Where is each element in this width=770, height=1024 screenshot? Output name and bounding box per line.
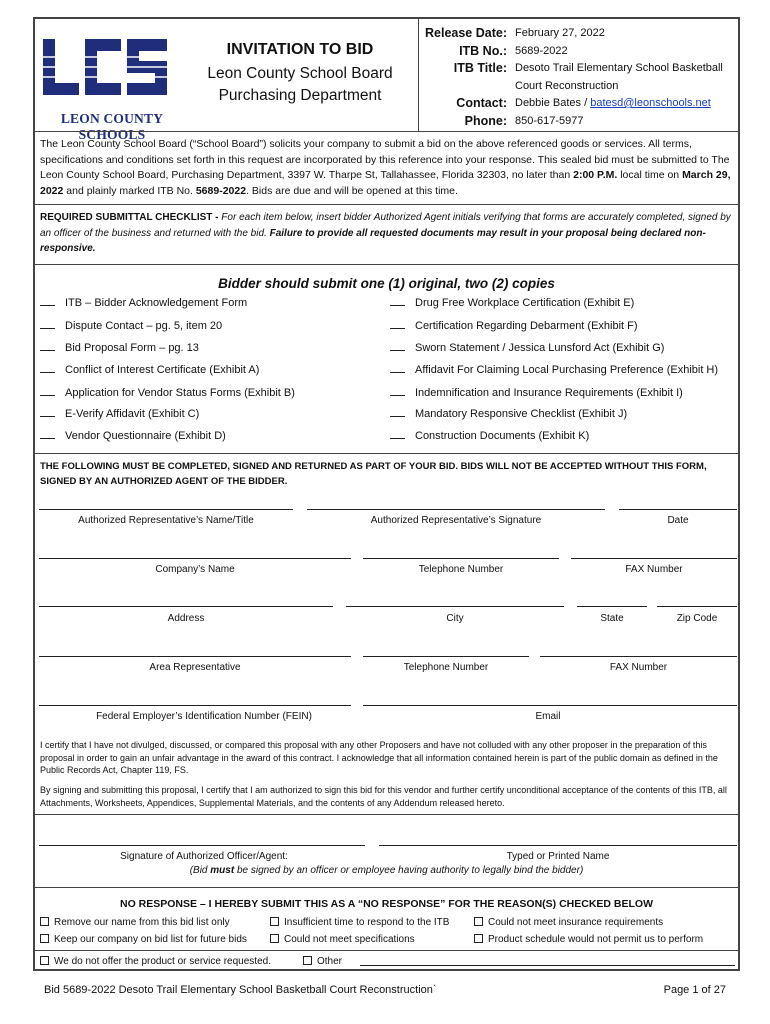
intro-itb-number: 5689-2022 xyxy=(195,184,247,197)
initials-blank[interactable] xyxy=(40,328,55,329)
itb-title-value-2: Court Reconstruction xyxy=(515,79,619,92)
signature-note: (Bid must be signed by an officer or employee having authority to legally bind the bidder) xyxy=(189,865,584,876)
city-line[interactable] xyxy=(346,606,564,607)
zip-line[interactable] xyxy=(657,606,737,607)
checklist-item-left[interactable]: Bid Proposal Form – pg. 13 xyxy=(40,342,199,354)
checklist-item-right[interactable]: Indemnification and Insurance Requirements (Exhibit I) xyxy=(390,387,683,399)
fax2-line[interactable] xyxy=(540,656,737,657)
checkbox-other[interactable]: Other xyxy=(303,956,342,967)
divider xyxy=(35,264,738,265)
initials-blank[interactable] xyxy=(40,372,55,373)
intro-text-4: . Bids are due and will be opened at this time. xyxy=(246,184,458,197)
checkbox[interactable] xyxy=(270,917,279,926)
itb-title-label: ITB Title: xyxy=(453,61,507,75)
telephone-line[interactable] xyxy=(363,558,559,559)
intro-paragraph xyxy=(40,137,735,199)
checkbox[interactable] xyxy=(474,934,483,943)
city-label: City xyxy=(446,613,464,624)
officer-signature-line[interactable] xyxy=(39,845,365,846)
initials-blank[interactable] xyxy=(390,372,405,373)
area-rep-line[interactable] xyxy=(39,656,351,657)
checkbox-insurance[interactable]: Could not meet insurance requirements xyxy=(474,917,663,928)
certification-text-2: By signing and submitting this proposal, I certify that I am authorized to sign this bid for this vendor and further certify unconditional acceptance of the contents of this ITB, all Attachments, Worksheets, Appendices, Supplemental Materials, and the contents of any Addendum released hereto. xyxy=(40,785,727,808)
intro-text-2: local time on xyxy=(617,169,683,181)
checklist-item-left[interactable]: Conflict of Interest Certificate (Exhibit A) xyxy=(40,364,259,376)
form-frame xyxy=(33,17,740,971)
initials-blank[interactable] xyxy=(390,395,405,396)
checklist-item-right[interactable]: Drug Free Workplace Certification (Exhibit E) xyxy=(390,297,634,309)
checkbox-product-schedule[interactable]: Product schedule would not permit us to perform xyxy=(474,934,703,945)
checkbox[interactable] xyxy=(474,917,483,926)
checklist-item-left[interactable]: Dispute Contact – pg. 5, item 20 xyxy=(40,320,222,332)
typed-name-label: Typed or Printed Name xyxy=(506,851,610,862)
fax-line[interactable] xyxy=(571,558,737,559)
header-labels xyxy=(419,25,507,130)
checklist-item-left[interactable]: ITB – Bidder Acknowledgement Form xyxy=(40,297,247,309)
telephone-label: Telephone Number xyxy=(418,564,504,575)
initials-blank[interactable] xyxy=(390,328,405,329)
divider xyxy=(35,887,738,888)
contact-email-link[interactable]: batesd@leonschools.net xyxy=(590,97,711,109)
typed-name-line[interactable] xyxy=(379,845,737,846)
contact-label: Contact: xyxy=(456,96,507,110)
intro-deadline-time: 2:00 P.M. xyxy=(573,169,618,181)
intro-text-3: and plainly marked ITB No. xyxy=(63,184,196,197)
header-values xyxy=(515,25,737,130)
org-line2: Purchasing Department xyxy=(218,87,382,104)
divider xyxy=(35,453,738,454)
initials-blank[interactable] xyxy=(40,395,55,396)
release-date-label: Release Date: xyxy=(425,26,507,40)
header-title-block xyxy=(185,41,415,107)
divider xyxy=(35,814,738,815)
header-left xyxy=(35,19,418,142)
contact-value xyxy=(515,95,737,113)
initials-blank[interactable] xyxy=(40,350,55,351)
checklist-item-right[interactable]: Certification Regarding Debarment (Exhibit F) xyxy=(390,320,638,332)
company-line[interactable] xyxy=(39,558,351,559)
release-date-value: February 27, 2022 xyxy=(515,27,605,39)
checklist-instructions xyxy=(40,210,735,257)
itb-title-value-1: Desoto Trail Elementary School Basketball xyxy=(515,62,723,74)
checklist-item-left[interactable]: Vendor Questionnaire (Exhibit D) xyxy=(40,430,226,442)
rep-signature-line[interactable] xyxy=(307,509,605,510)
company-label: Company’s Name xyxy=(155,564,235,575)
checkbox[interactable] xyxy=(303,956,312,965)
initials-blank[interactable] xyxy=(40,305,55,306)
itb-no-value: 5689-2022 xyxy=(515,44,568,57)
lcs-logo-graphic xyxy=(41,37,183,99)
org-line1: Leon County School Board xyxy=(207,65,393,82)
fax2-label: FAX Number xyxy=(609,662,668,673)
state-label: State xyxy=(600,613,624,624)
divider xyxy=(35,204,738,205)
intro-deadline-date: March 29, 2022 xyxy=(40,169,731,197)
state-line[interactable] xyxy=(577,606,647,607)
date-line[interactable] xyxy=(619,509,737,510)
school-logo xyxy=(41,37,183,142)
checklist-item-left[interactable]: Application for Vendor Status Forms (Exhibit B) xyxy=(40,387,295,399)
checklist-item-right[interactable]: Construction Documents (Exhibit K) xyxy=(390,430,589,442)
checkbox[interactable] xyxy=(40,934,49,943)
address-label: Address xyxy=(167,613,205,624)
certification-text-1: I certify that I have not divulged, discussed, or compared this proposal with any other Proposers and have not colluded with any other proposer in the preparation of this proposal in order to gain an unfair advantage in the award of this contract. I acknowledge that all information contained herein is part of the public domain as defined in the Public Records Act, Chapter 119, FS. xyxy=(40,740,718,775)
checklist-item-right[interactable]: Affidavit For Claiming Local Purchasing Preference (Exhibit H) xyxy=(390,364,718,376)
zip-label: Zip Code xyxy=(676,613,718,624)
checklist-item-right[interactable]: Mandatory Responsive Checklist (Exhibit J) xyxy=(390,408,627,420)
initials-blank[interactable] xyxy=(390,305,405,306)
address-line[interactable] xyxy=(39,606,333,607)
initials-blank[interactable] xyxy=(40,416,55,417)
rep-signature-label: Authorized Representative’s Signature xyxy=(370,515,542,526)
officer-signature-label: Signature of Authorized Officer/Agent: xyxy=(120,851,288,862)
checklist-instruction: For each item below, insert bidder Authorized Agent initials verifying that forms are accurately completed, signed by an officer of the business and returned with the bid. xyxy=(40,212,731,239)
divider xyxy=(35,950,738,951)
no-response-title: NO RESPONSE – I HEREBY SUBMIT THIS AS A “NO RESPONSE” FOR THE REASON(S) CHECKED BELOW xyxy=(119,898,654,910)
contact-name: Debbie Bates / xyxy=(515,97,591,109)
telephone2-label: Telephone Number xyxy=(403,662,489,673)
checkbox-insufficient-time[interactable]: Insufficient time to respond to the ITB xyxy=(270,917,449,928)
checkbox[interactable] xyxy=(40,917,49,926)
checkbox-no-product[interactable]: We do not offer the product or service requested. xyxy=(40,956,271,967)
fein-line[interactable] xyxy=(39,705,351,706)
itb-no-label: ITB No.: xyxy=(459,43,507,58)
divider xyxy=(35,131,738,132)
footer-bid-reference: Bid 5689-2022 Desoto Trail Elementary School Basketball Court Reconstruction` xyxy=(44,984,437,996)
phone-label: Phone: xyxy=(464,113,507,128)
phone-value: 850-617-5977 xyxy=(515,114,584,127)
initials-blank[interactable] xyxy=(40,438,55,439)
area-rep-label: Area Representative xyxy=(149,662,241,673)
initials-blank[interactable] xyxy=(390,438,405,439)
initials-blank[interactable] xyxy=(390,416,405,417)
checklist-heading: REQUIRED SUBMITTAL CHECKLIST - xyxy=(40,212,222,223)
checkbox[interactable] xyxy=(270,934,279,943)
document-title: INVITATION TO BID xyxy=(226,41,374,58)
checkbox-keep-company[interactable]: Keep our company on bid list for future bids xyxy=(40,934,247,945)
telephone2-line[interactable] xyxy=(363,656,529,657)
fax-label: FAX Number xyxy=(625,564,683,575)
form-notice: THE FOLLOWING MUST BE COMPLETED, SIGNED AND RETURNED AS PART OF YOUR BID. BIDS WILL NOT BE ACCEPTED WITHOUT THIS FORM, SIGNED BY AN AUTHORIZED AGENT OF THE BIDDER. xyxy=(40,461,707,487)
checklist-item-right[interactable]: Sworn Statement / Jessica Lunsford Act (Exhibit G) xyxy=(390,342,664,354)
date-label: Date xyxy=(667,515,689,526)
initials-blank[interactable] xyxy=(390,350,405,351)
checkbox-specifications[interactable]: Could not meet specifications xyxy=(270,934,415,945)
email-label: Email xyxy=(535,711,561,722)
logo-text: LEON COUNTY SCHOOLS xyxy=(60,111,164,142)
rep-name-line[interactable] xyxy=(39,509,293,510)
email-line[interactable] xyxy=(363,705,737,706)
rep-name-label: Authorized Representative’s Name/Title xyxy=(78,515,254,526)
other-reason-line[interactable] xyxy=(360,965,735,966)
fein-label: Federal Employer’s Identification Number (FEIN) xyxy=(96,711,312,722)
checklist-warning: Failure to provide all requested documents may result in your proposal being declared non-responsive. xyxy=(40,227,706,254)
intro-text-1: The Leon County School Board (“School Board”) solicits your company to submit a bid on the above referenced goods or services. All terms, specifications and conditions set forth in this request are incorporated by this reference into your response. This sealed bid must be submitted to The Leon County School Board, Purchasing Department, 3397 W. Tharpe St, Tallahassee, Florida 32303, no later than xyxy=(40,138,730,181)
checkbox-remove-name[interactable]: Remove our name from this bid list only xyxy=(40,917,230,928)
checkbox[interactable] xyxy=(40,956,49,965)
checklist-item-left[interactable]: E-Verify Affidavit (Exhibit C) xyxy=(40,408,199,420)
footer-page-number: Page 1 of 27 xyxy=(663,984,726,996)
header-right xyxy=(418,19,740,131)
submit-copies-title: Bidder should submit one (1) original, two (2) copies xyxy=(218,276,555,291)
